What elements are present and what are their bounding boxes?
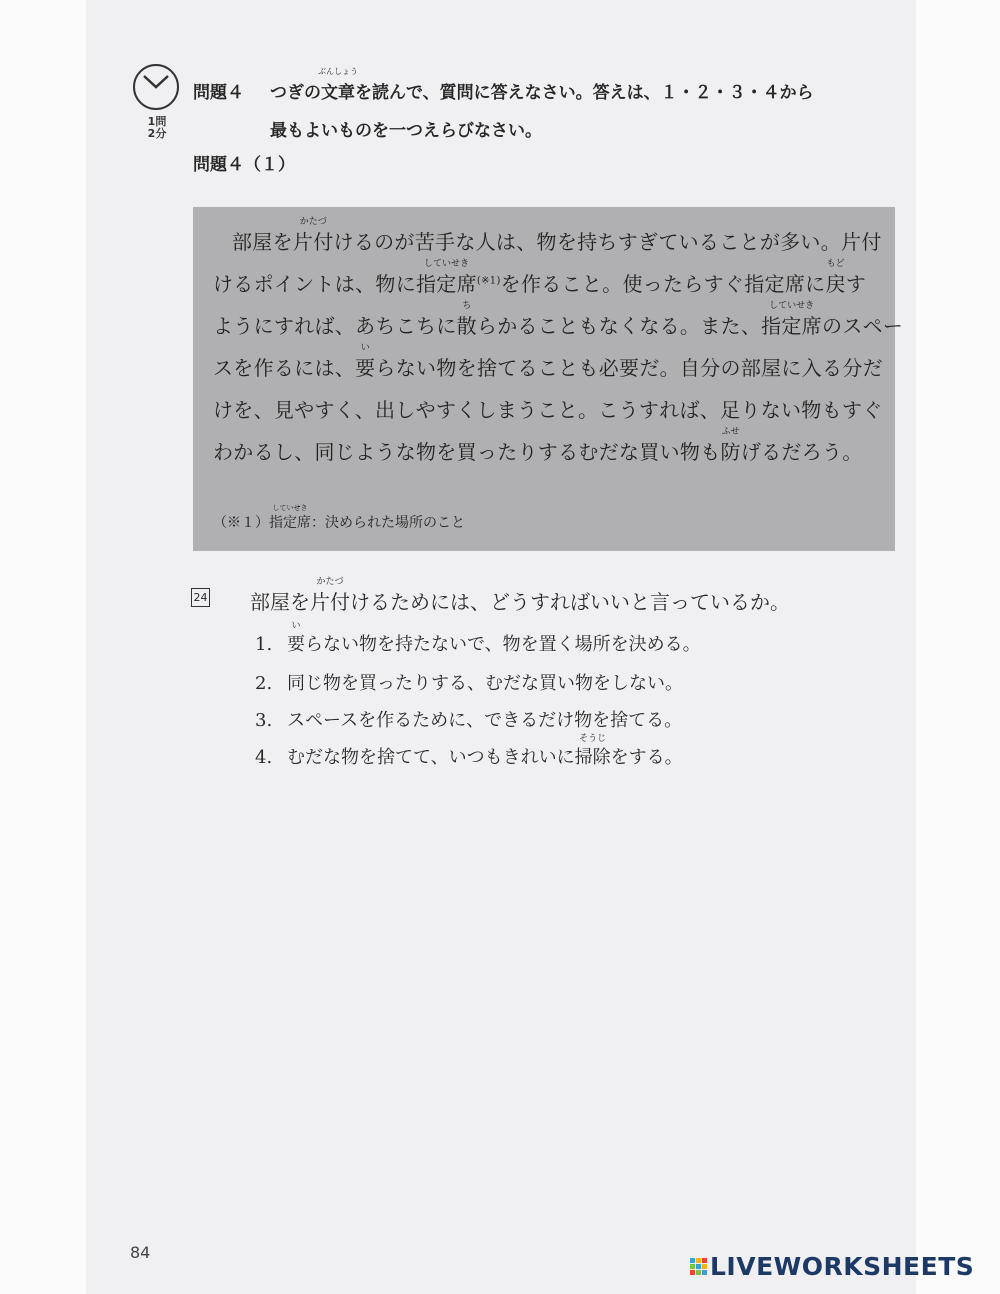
scan-margin-right — [916, 0, 1000, 1294]
passage-line-5: けを、見やすく、出しやすくしまうこと。こうすれば、足りない物もすぐ — [213, 398, 883, 422]
passage-line-3: ようにすれば、あちこちに散 ち らかることもなくなる。また、指定席 していせき のスペー — [213, 301, 904, 338]
instruction-line-2: 最もよいものを一つえらびなさい。 — [270, 121, 542, 141]
logo-grid-icon — [690, 1258, 707, 1275]
question-number-box: 24 — [191, 588, 210, 607]
section-label: 問題４（１） — [193, 155, 295, 175]
timer-questions: 1問 — [147, 115, 167, 128]
timer-label — [140, 116, 174, 140]
footnote: （※１）指定席 していせき ：決められた場所のこと — [213, 504, 465, 531]
timer-minutes: 2分 — [147, 127, 167, 140]
logo-text: LIVEWORKSHEETS — [710, 1252, 975, 1281]
answer-option-2[interactable]: 2. 同じ物を買ったりする、むだな買い物をしない。 — [255, 673, 683, 694]
answer-option-4[interactable]: 4. むだな物を捨てて、いつもきれいに掃除 そうじ をする。 — [255, 734, 683, 768]
passage-line-6: わかるし、同じような物を買ったりするむだな買い物も防 ふせ げるだろう。 — [213, 427, 863, 464]
answer-option-1[interactable]: 1. 要 い らない物を持たないで、物を置く場所を決める。 — [255, 621, 701, 655]
scan-margin-left — [0, 0, 86, 1294]
timer-icon — [133, 64, 179, 110]
passage-line-4: スを作るには、要 い らない物を捨てることも必要だ。自分の部屋に入る分だ — [213, 343, 883, 380]
passage-line-2: けるポイントは、物に指定席 していせき $^{(※1)}$を作ること。使ったらすぐ指定席に戻 もど す — [213, 259, 867, 296]
page-number: 84 — [130, 1243, 151, 1262]
instruction-line-1: つぎの文章 ぶんしょう を読んで、質問に答えなさい。答えは、１・２・３・４から — [270, 67, 814, 103]
passage-line-1: 部屋を片付 かたづ けるのが苦手な人は、物を持ちすぎていることが多い。片付 — [232, 217, 882, 254]
answer-option-3[interactable]: 3. スペースを作るために、できるだけ物を捨てる。 — [255, 710, 683, 731]
question-text: 部屋を片付 かたづ けるためには、どうすればいいと言っているか。 — [250, 577, 790, 614]
liveworksheets-logo — [690, 1252, 974, 1281]
instruction-label: 問題４ — [193, 83, 244, 103]
